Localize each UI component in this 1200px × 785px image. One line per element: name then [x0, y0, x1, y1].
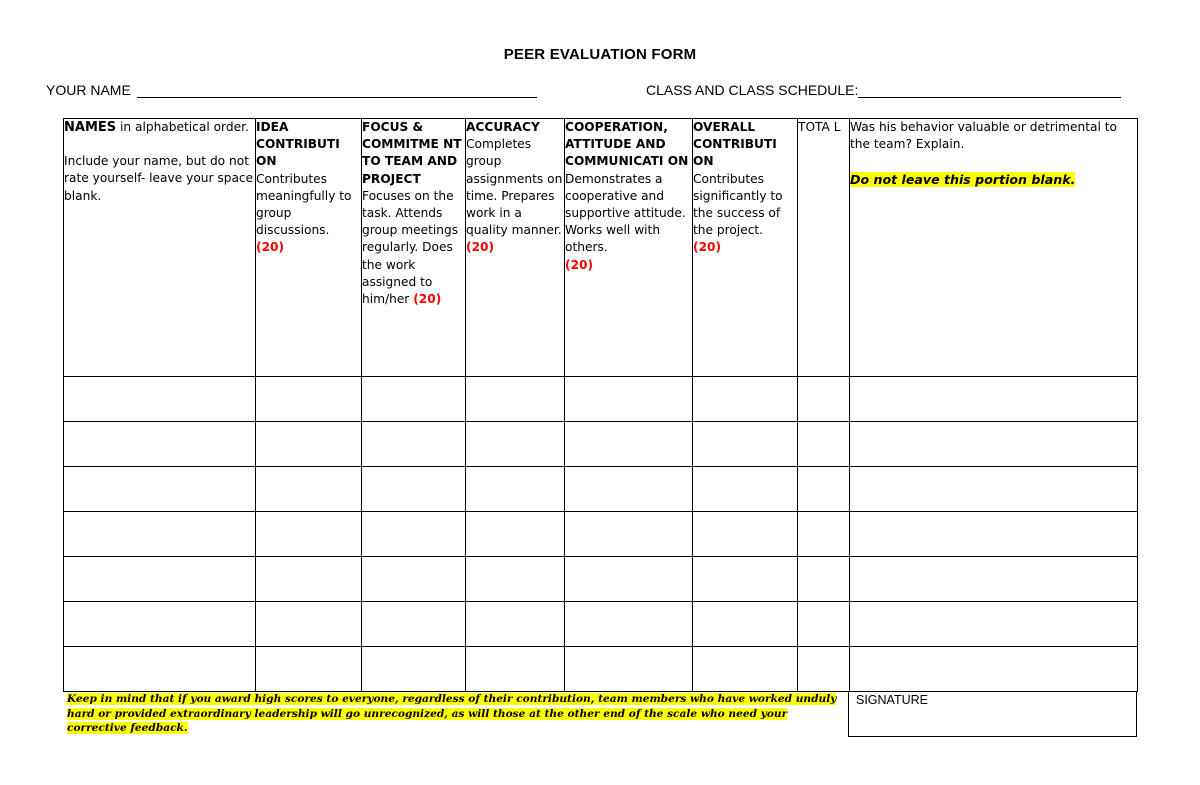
focus-cell[interactable] — [362, 422, 466, 467]
behavior-header — [850, 119, 1138, 377]
overall-cell[interactable] — [693, 377, 798, 422]
footer-note — [67, 692, 847, 736]
accuracy-points: (20) — [466, 240, 495, 255]
cooperation-cell[interactable] — [565, 557, 693, 602]
idea-title: IDEA CONTRIBUTI ON — [256, 120, 340, 169]
total-cell[interactable] — [798, 557, 850, 602]
focus-commitment-header — [362, 119, 466, 377]
table-row — [64, 422, 1138, 467]
total-cell[interactable] — [798, 422, 850, 467]
overall-points: (20) — [693, 240, 722, 255]
your-name-input-line[interactable] — [137, 82, 537, 98]
table-row — [64, 557, 1138, 602]
accuracy-desc: Completes group assignments on time. Prepares work in a quality manner. — [466, 137, 563, 238]
idea-cell[interactable] — [256, 422, 362, 467]
overall-cell[interactable] — [693, 422, 798, 467]
overall-cell[interactable] — [693, 467, 798, 512]
cooperation-desc: Demonstrates a cooperative and supportive attitude. Works well with others. — [565, 171, 686, 255]
focus-desc: Focuses on the task. Attends group meetings regularly. Does the work assigned to him/her — [362, 188, 459, 307]
accuracy-cell[interactable] — [466, 557, 565, 602]
your-name-field — [46, 82, 537, 98]
behavior-cell[interactable] — [850, 422, 1138, 467]
total-cell[interactable] — [798, 467, 850, 512]
accuracy-cell[interactable] — [466, 467, 565, 512]
names-instruction: Include your name, but do not rate yourself- leave your space blank. — [64, 154, 254, 203]
idea-cell[interactable] — [256, 602, 362, 647]
idea-points: (20) — [256, 240, 285, 255]
idea-cell[interactable] — [256, 647, 362, 692]
behavior-cell[interactable] — [850, 512, 1138, 557]
focus-cell[interactable] — [362, 512, 466, 557]
name-cell[interactable] — [64, 377, 256, 422]
focus-cell[interactable] — [362, 602, 466, 647]
focus-cell[interactable] — [362, 467, 466, 512]
behavior-question: Was his behavior valuable or detrimental to the team? Explain. — [850, 120, 1118, 152]
idea-cell[interactable] — [256, 557, 362, 602]
footer-note-text: Keep in mind that if you award high scores to everyone, regardless of their contribution, team members who have worked unduly hard or provided extraordinary leadership will go unrecognized, as will those at the other end of the scale who need your corrective feedback. — [67, 693, 837, 734]
cooperation-cell[interactable] — [565, 602, 693, 647]
cooperation-title: COOPERATION, ATTITUDE AND COMMUNICATI ON — [565, 120, 689, 169]
table-body — [64, 377, 1138, 692]
behavior-cell[interactable] — [850, 602, 1138, 647]
table-row — [64, 602, 1138, 647]
class-schedule-label: CLASS AND CLASS SCHEDULE: — [646, 82, 859, 98]
overall-contribution-header — [693, 119, 798, 377]
class-schedule-field — [646, 82, 1121, 98]
focus-cell[interactable] — [362, 647, 466, 692]
total-title: TOTA L — [798, 120, 841, 134]
name-cell[interactable] — [64, 557, 256, 602]
focus-title: FOCUS & COMMITME NT TO TEAM AND PROJECT — [362, 120, 462, 186]
your-name-label: YOUR NAME — [46, 82, 131, 98]
accuracy-cell[interactable] — [466, 377, 565, 422]
idea-contribution-header — [256, 119, 362, 377]
overall-title: OVERALL CONTRIBUTI ON — [693, 120, 777, 169]
name-cell[interactable] — [64, 467, 256, 512]
total-header — [798, 119, 850, 377]
behavior-cell[interactable] — [850, 467, 1138, 512]
overall-cell[interactable] — [693, 602, 798, 647]
cooperation-cell[interactable] — [565, 377, 693, 422]
cooperation-cell[interactable] — [565, 422, 693, 467]
table-row — [64, 512, 1138, 557]
accuracy-cell[interactable] — [466, 422, 565, 467]
total-cell[interactable] — [798, 377, 850, 422]
name-cell[interactable] — [64, 512, 256, 557]
accuracy-cell[interactable] — [466, 512, 565, 557]
total-cell[interactable] — [798, 647, 850, 692]
name-cell[interactable] — [64, 647, 256, 692]
accuracy-header — [466, 119, 565, 377]
focus-cell[interactable] — [362, 377, 466, 422]
cooperation-cell[interactable] — [565, 467, 693, 512]
accuracy-cell[interactable] — [466, 647, 565, 692]
total-cell[interactable] — [798, 512, 850, 557]
overall-cell[interactable] — [693, 647, 798, 692]
cooperation-header — [565, 119, 693, 377]
idea-cell[interactable] — [256, 467, 362, 512]
accuracy-cell[interactable] — [466, 602, 565, 647]
name-cell[interactable] — [64, 422, 256, 467]
idea-desc: Contributes meaningfully to group discussions. — [256, 171, 352, 238]
evaluation-table — [63, 118, 1138, 692]
cooperation-cell[interactable] — [565, 512, 693, 557]
focus-points: (20) — [413, 292, 442, 307]
cooperation-points: (20) — [565, 257, 594, 272]
names-header-text: in alphabetical order. — [116, 120, 249, 134]
total-cell[interactable] — [798, 602, 850, 647]
form-title: PEER EVALUATION FORM — [503, 46, 697, 63]
names-header-bold: NAMES — [64, 120, 117, 135]
name-cell[interactable] — [64, 602, 256, 647]
idea-cell[interactable] — [256, 512, 362, 557]
header-row — [64, 119, 1138, 377]
cooperation-cell[interactable] — [565, 647, 693, 692]
table-row — [64, 377, 1138, 422]
table-row — [64, 647, 1138, 692]
table-row — [64, 467, 1138, 512]
overall-desc: Contributes significantly to the success of the project. — [693, 171, 783, 238]
names-header — [64, 119, 256, 377]
behavior-cell[interactable] — [850, 647, 1138, 692]
overall-cell[interactable] — [693, 557, 798, 602]
accuracy-title: ACCURACY — [466, 120, 540, 134]
signature-box[interactable] — [848, 692, 1137, 737]
idea-cell[interactable] — [256, 377, 362, 422]
class-schedule-input-line[interactable] — [858, 82, 1121, 98]
focus-cell[interactable] — [362, 557, 466, 602]
behavior-warning: Do not leave this portion blank. — [850, 172, 1076, 188]
behavior-cell[interactable] — [850, 557, 1138, 602]
behavior-cell[interactable] — [850, 377, 1138, 422]
signature-label: SIGNATURE — [856, 693, 928, 707]
overall-cell[interactable] — [693, 512, 798, 557]
